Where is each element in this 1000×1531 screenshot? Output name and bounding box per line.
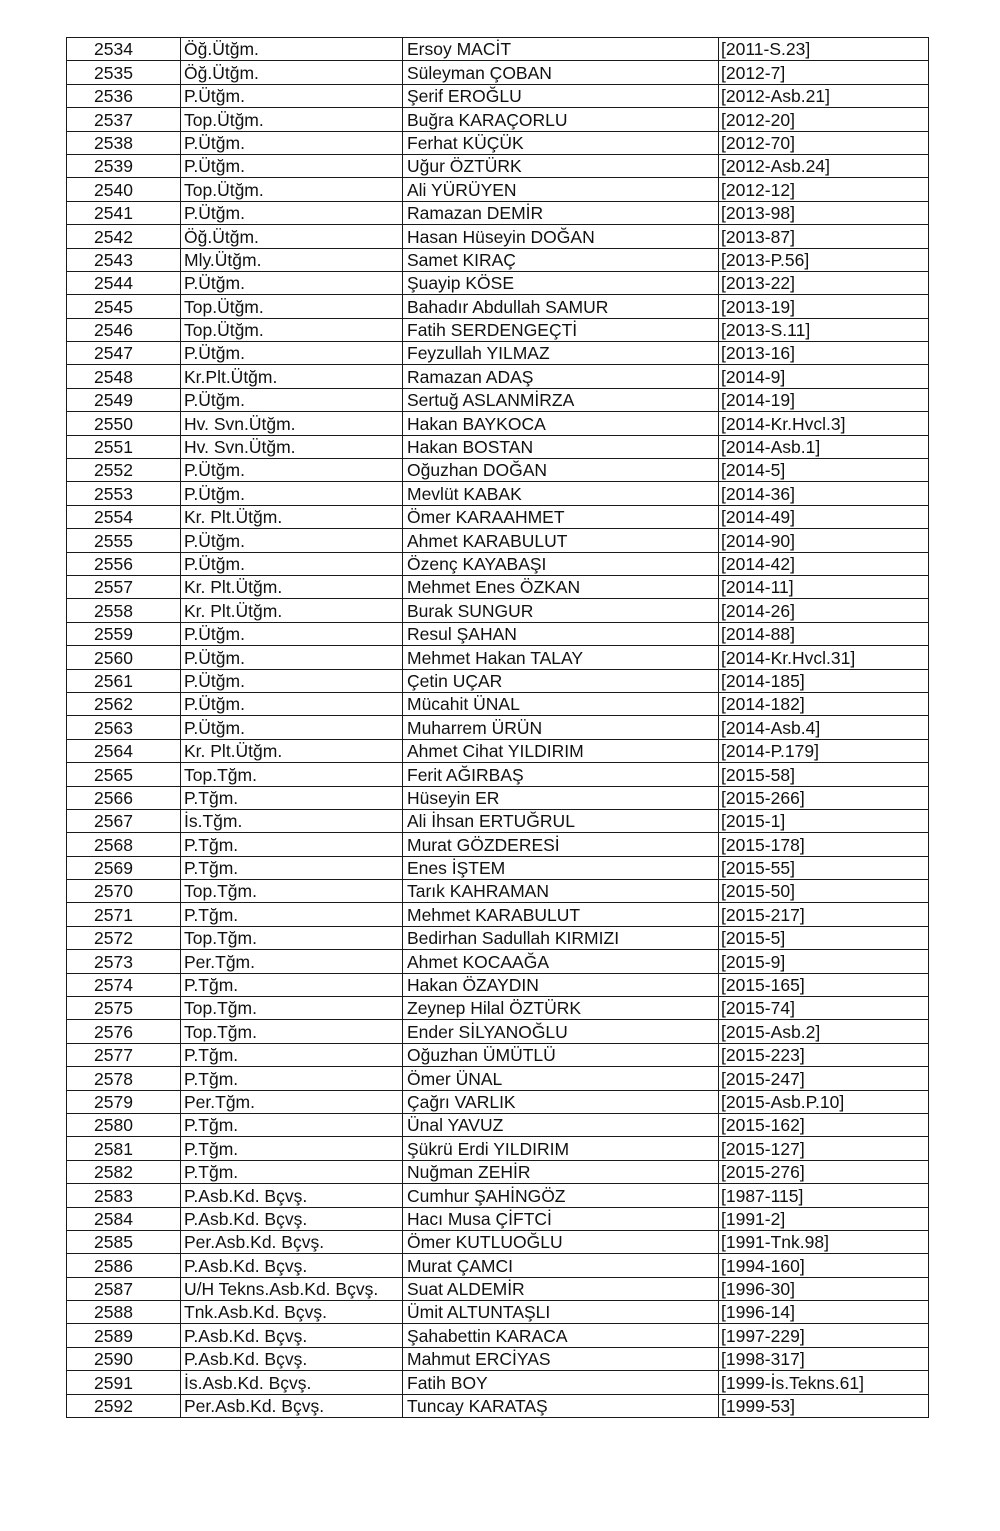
table-row <box>67 786 929 809</box>
name-cell: Ümit ALTUNTAŞLI <box>403 1301 719 1324</box>
reference-cell: [2012-Asb.24] <box>719 154 929 177</box>
rank-cell: P.Tğm. <box>181 1043 403 1066</box>
row-number: 2585 <box>67 1230 181 1253</box>
reference-cell: [2012-70] <box>719 131 929 154</box>
reference-cell: [2015-223] <box>719 1043 929 1066</box>
rank-cell: Top.Tğm. <box>181 1020 403 1043</box>
name-cell: Ersoy MACİT <box>403 38 719 61</box>
table-row <box>67 318 929 341</box>
reference-cell: [1996-14] <box>719 1301 929 1324</box>
table-row <box>67 646 929 669</box>
rank-cell: Per.Tğm. <box>181 1090 403 1113</box>
reference-cell: [2014-Asb.4] <box>719 716 929 739</box>
reference-cell: [2014-42] <box>719 552 929 575</box>
row-number: 2553 <box>67 482 181 505</box>
rank-cell: Kr.Plt.Ütğm. <box>181 365 403 388</box>
name-cell: Murat ÇAMCI <box>403 1254 719 1277</box>
rank-cell: Per.Tğm. <box>181 950 403 973</box>
table-row <box>67 1137 929 1160</box>
row-number: 2591 <box>67 1371 181 1394</box>
name-cell: Ali YÜRÜYEN <box>403 178 719 201</box>
rank-cell: P.Tğm. <box>181 786 403 809</box>
table-row <box>67 903 929 926</box>
name-cell: Hakan ÖZAYDIN <box>403 973 719 996</box>
name-cell: Mücahit ÜNAL <box>403 692 719 715</box>
reference-cell: [2012-20] <box>719 108 929 131</box>
rank-cell: Top.Ütğm. <box>181 108 403 131</box>
rank-cell: P.Ütğm. <box>181 669 403 692</box>
table-row <box>67 692 929 715</box>
name-cell: Bahadır Abdullah SAMUR <box>403 295 719 318</box>
reference-cell: [2013-P.56] <box>719 248 929 271</box>
row-number: 2541 <box>67 201 181 224</box>
table-row <box>67 973 929 996</box>
rank-cell: Kr. Plt.Ütğm. <box>181 505 403 528</box>
reference-cell: [2015-Asb.P.10] <box>719 1090 929 1113</box>
rank-cell: P.Ütğm. <box>181 716 403 739</box>
name-cell: Hakan BOSTAN <box>403 435 719 458</box>
table-row <box>67 1254 929 1277</box>
rank-cell: Top.Tğm. <box>181 763 403 786</box>
reference-cell: [2015-165] <box>719 973 929 996</box>
reference-cell: [2013-19] <box>719 295 929 318</box>
reference-cell: [2015-162] <box>719 1113 929 1136</box>
rank-cell: P.Ütğm. <box>181 84 403 107</box>
name-cell: Hacı Musa ÇİFTCİ <box>403 1207 719 1230</box>
name-cell: Uğur ÖZTÜRK <box>403 154 719 177</box>
row-number: 2548 <box>67 365 181 388</box>
rank-cell: Öğ.Ütğm. <box>181 61 403 84</box>
row-number: 2572 <box>67 926 181 949</box>
name-cell: Nuğman ZEHİR <box>403 1160 719 1183</box>
row-number: 2577 <box>67 1043 181 1066</box>
row-number: 2547 <box>67 342 181 365</box>
name-cell: Muharrem ÜRÜN <box>403 716 719 739</box>
table-row <box>67 178 929 201</box>
row-number: 2544 <box>67 271 181 294</box>
reference-cell: [2015-217] <box>719 903 929 926</box>
row-number: 2564 <box>67 739 181 762</box>
reference-cell: [2014-Asb.1] <box>719 435 929 458</box>
name-cell: Ferit AĞIRBAŞ <box>403 763 719 786</box>
name-cell: Tarık KAHRAMAN <box>403 880 719 903</box>
name-cell: Ahmet KOCAAĞA <box>403 950 719 973</box>
row-number: 2550 <box>67 412 181 435</box>
row-number: 2557 <box>67 575 181 598</box>
row-number: 2540 <box>67 178 181 201</box>
rank-cell: P.Ütğm. <box>181 622 403 645</box>
reference-cell: [2014-Kr.Hvcl.3] <box>719 412 929 435</box>
row-number: 2575 <box>67 997 181 1020</box>
reference-cell: [2014-26] <box>719 599 929 622</box>
table-row <box>67 1184 929 1207</box>
table-row <box>67 1090 929 1113</box>
row-number: 2587 <box>67 1277 181 1300</box>
row-number: 2567 <box>67 809 181 832</box>
rank-cell: P.Ütğm. <box>181 552 403 575</box>
reference-cell: [2015-58] <box>719 763 929 786</box>
table-row <box>67 61 929 84</box>
name-cell: Fatih BOY <box>403 1371 719 1394</box>
personnel-table <box>66 37 929 1418</box>
name-cell: Hakan BAYKOCA <box>403 412 719 435</box>
row-number: 2566 <box>67 786 181 809</box>
reference-cell: [1994-160] <box>719 1254 929 1277</box>
table-row <box>67 1207 929 1230</box>
table-row <box>67 84 929 107</box>
name-cell: Suat ALDEMİR <box>403 1277 719 1300</box>
table-row <box>67 342 929 365</box>
row-number: 2555 <box>67 529 181 552</box>
table-row <box>67 997 929 1020</box>
row-number: 2536 <box>67 84 181 107</box>
reference-cell: [2015-55] <box>719 856 929 879</box>
rank-cell: P.Ütğm. <box>181 154 403 177</box>
reference-cell: [2014-49] <box>719 505 929 528</box>
name-cell: Özenç KAYABAŞI <box>403 552 719 575</box>
row-number: 2556 <box>67 552 181 575</box>
table-row <box>67 1043 929 1066</box>
rank-cell: Hv. Svn.Ütğm. <box>181 435 403 458</box>
reference-cell: [1996-30] <box>719 1277 929 1300</box>
row-number: 2551 <box>67 435 181 458</box>
table-row <box>67 248 929 271</box>
reference-cell: [1987-115] <box>719 1184 929 1207</box>
row-number: 2580 <box>67 1113 181 1136</box>
reference-cell: [2015-50] <box>719 880 929 903</box>
table-row <box>67 529 929 552</box>
rank-cell: P.Ütğm. <box>181 459 403 482</box>
row-number: 2565 <box>67 763 181 786</box>
reference-cell: [2014-9] <box>719 365 929 388</box>
table-row <box>67 108 929 131</box>
name-cell: Ramazan ADAŞ <box>403 365 719 388</box>
name-cell: Ramazan DEMİR <box>403 201 719 224</box>
row-number: 2570 <box>67 880 181 903</box>
name-cell: Ahmet KARABULUT <box>403 529 719 552</box>
table-row <box>67 271 929 294</box>
row-number: 2582 <box>67 1160 181 1183</box>
table-row <box>67 131 929 154</box>
name-cell: Bedirhan Sadullah KIRMIZI <box>403 926 719 949</box>
row-number: 2578 <box>67 1067 181 1090</box>
rank-cell: P.Asb.Kd. Bçvş. <box>181 1207 403 1230</box>
reference-cell: [2014-5] <box>719 459 929 482</box>
rank-cell: Per.Asb.Kd. Bçvş. <box>181 1394 403 1417</box>
name-cell: Buğra KARAÇORLU <box>403 108 719 131</box>
reference-cell: [1999-53] <box>719 1394 929 1417</box>
rank-cell: İs.Asb.Kd. Bçvş. <box>181 1371 403 1394</box>
table-row <box>67 1324 929 1347</box>
reference-cell: [2013-22] <box>719 271 929 294</box>
table-row <box>67 154 929 177</box>
reference-cell: [2013-87] <box>719 225 929 248</box>
reference-cell: [2013-S.11] <box>719 318 929 341</box>
name-cell: Ömer KUTLUOĞLU <box>403 1230 719 1253</box>
name-cell: Şuayip KÖSE <box>403 271 719 294</box>
reference-cell: [1991-Tnk.98] <box>719 1230 929 1253</box>
reference-cell: [2014-11] <box>719 575 929 598</box>
row-number: 2581 <box>67 1137 181 1160</box>
table-row <box>67 1347 929 1370</box>
rank-cell: U/H Tekns.Asb.Kd. Bçvş. <box>181 1277 403 1300</box>
rank-cell: P.Tğm. <box>181 833 403 856</box>
reference-cell: [2015-247] <box>719 1067 929 1090</box>
table-row <box>67 926 929 949</box>
table-row <box>67 1230 929 1253</box>
row-number: 2534 <box>67 38 181 61</box>
row-number: 2563 <box>67 716 181 739</box>
table-row <box>67 809 929 832</box>
reference-cell: [1998-317] <box>719 1347 929 1370</box>
table-row <box>67 1113 929 1136</box>
row-number: 2592 <box>67 1394 181 1417</box>
reference-cell: [2014-P.179] <box>719 739 929 762</box>
name-cell: Cumhur ŞAHİNGÖZ <box>403 1184 719 1207</box>
table-row <box>67 575 929 598</box>
name-cell: Şerif EROĞLU <box>403 84 719 107</box>
name-cell: Sertuğ ASLANMİRZA <box>403 388 719 411</box>
row-number: 2543 <box>67 248 181 271</box>
row-number: 2558 <box>67 599 181 622</box>
name-cell: Hasan Hüseyin DOĞAN <box>403 225 719 248</box>
row-number: 2588 <box>67 1301 181 1324</box>
reference-cell: [2013-16] <box>719 342 929 365</box>
rank-cell: Kr. Plt.Ütğm. <box>181 739 403 762</box>
rank-cell: Kr. Plt.Ütğm. <box>181 599 403 622</box>
name-cell: Mehmet KARABULUT <box>403 903 719 926</box>
table-row <box>67 1020 929 1043</box>
row-number: 2586 <box>67 1254 181 1277</box>
table-row <box>67 1301 929 1324</box>
rank-cell: P.Ütğm. <box>181 131 403 154</box>
rank-cell: P.Ütğm. <box>181 529 403 552</box>
rank-cell: Öğ.Ütğm. <box>181 225 403 248</box>
name-cell: Mevlüt KABAK <box>403 482 719 505</box>
name-cell: Ömer ÜNAL <box>403 1067 719 1090</box>
row-number: 2554 <box>67 505 181 528</box>
table-row <box>67 856 929 879</box>
table-row <box>67 412 929 435</box>
rank-cell: P.Tğm. <box>181 903 403 926</box>
name-cell: Çetin UÇAR <box>403 669 719 692</box>
rank-cell: P.Tğm. <box>181 1160 403 1183</box>
rank-cell: P.Ütğm. <box>181 692 403 715</box>
rank-cell: P.Tğm. <box>181 856 403 879</box>
table-row <box>67 950 929 973</box>
reference-cell: [2012-12] <box>719 178 929 201</box>
reference-cell: [2014-90] <box>719 529 929 552</box>
reference-cell: [2013-98] <box>719 201 929 224</box>
name-cell: Ender SİLYANOĞLU <box>403 1020 719 1043</box>
reference-cell: [1991-2] <box>719 1207 929 1230</box>
name-cell: Süleyman ÇOBAN <box>403 61 719 84</box>
name-cell: Şükrü Erdi YILDIRIM <box>403 1137 719 1160</box>
table-row <box>67 225 929 248</box>
table-row <box>67 880 929 903</box>
row-number: 2552 <box>67 459 181 482</box>
name-cell: Ahmet Cihat YILDIRIM <box>403 739 719 762</box>
row-number: 2561 <box>67 669 181 692</box>
rank-cell: P.Asb.Kd. Bçvş. <box>181 1347 403 1370</box>
table-row <box>67 38 929 61</box>
table-row <box>67 1277 929 1300</box>
reference-cell: [2012-Asb.21] <box>719 84 929 107</box>
name-cell: Enes İŞTEM <box>403 856 719 879</box>
reference-cell: [2014-19] <box>719 388 929 411</box>
table-row <box>67 763 929 786</box>
rank-cell: P.Ütğm. <box>181 342 403 365</box>
table-row <box>67 739 929 762</box>
name-cell: Mahmut ERCİYAS <box>403 1347 719 1370</box>
name-cell: Oğuzhan DOĞAN <box>403 459 719 482</box>
table-row <box>67 669 929 692</box>
table-row <box>67 388 929 411</box>
name-cell: Ferhat KÜÇÜK <box>403 131 719 154</box>
rank-cell: P.Ütğm. <box>181 271 403 294</box>
rank-cell: P.Tğm. <box>181 973 403 996</box>
name-cell: Çağrı VARLIK <box>403 1090 719 1113</box>
reference-cell: [2014-Kr.Hvcl.31] <box>719 646 929 669</box>
row-number: 2538 <box>67 131 181 154</box>
table-row <box>67 365 929 388</box>
reference-cell: [2014-185] <box>719 669 929 692</box>
row-number: 2571 <box>67 903 181 926</box>
table-row <box>67 1160 929 1183</box>
row-number: 2560 <box>67 646 181 669</box>
name-cell: Şahabettin KARACA <box>403 1324 719 1347</box>
table-row <box>67 622 929 645</box>
rank-cell: P.Asb.Kd. Bçvş. <box>181 1254 403 1277</box>
table-row <box>67 599 929 622</box>
name-cell: Zeynep Hilal ÖZTÜRK <box>403 997 719 1020</box>
table-row <box>67 295 929 318</box>
row-number: 2573 <box>67 950 181 973</box>
rank-cell: Top.Tğm. <box>181 880 403 903</box>
row-number: 2539 <box>67 154 181 177</box>
rank-cell: Per.Asb.Kd. Bçvş. <box>181 1230 403 1253</box>
table-row <box>67 1371 929 1394</box>
reference-cell: [2015-Asb.2] <box>719 1020 929 1043</box>
reference-cell: [2015-9] <box>719 950 929 973</box>
rank-cell: Top.Ütğm. <box>181 318 403 341</box>
table-row <box>67 716 929 739</box>
reference-cell: [2014-88] <box>719 622 929 645</box>
reference-cell: [2015-266] <box>719 786 929 809</box>
name-cell: Murat GÖZDERESİ <box>403 833 719 856</box>
row-number: 2589 <box>67 1324 181 1347</box>
table-row <box>67 459 929 482</box>
table-row <box>67 482 929 505</box>
rank-cell: P.Ütğm. <box>181 388 403 411</box>
name-cell: Fatih SERDENGEÇTİ <box>403 318 719 341</box>
name-cell: Ömer KARAAHMET <box>403 505 719 528</box>
reference-cell: [2015-276] <box>719 1160 929 1183</box>
rank-cell: Top.Tğm. <box>181 997 403 1020</box>
row-number: 2537 <box>67 108 181 131</box>
reference-cell: [2015-5] <box>719 926 929 949</box>
row-number: 2584 <box>67 1207 181 1230</box>
rank-cell: Kr. Plt.Ütğm. <box>181 575 403 598</box>
name-cell: Mehmet Hakan TALAY <box>403 646 719 669</box>
name-cell: Oğuzhan ÜMÜTLÜ <box>403 1043 719 1066</box>
rank-cell: P.Tğm. <box>181 1113 403 1136</box>
row-number: 2559 <box>67 622 181 645</box>
reference-cell: [1999-İs.Tekns.61] <box>719 1371 929 1394</box>
row-number: 2562 <box>67 692 181 715</box>
row-number: 2546 <box>67 318 181 341</box>
name-cell: Feyzullah YILMAZ <box>403 342 719 365</box>
name-cell: Mehmet Enes ÖZKAN <box>403 575 719 598</box>
rank-cell: P.Asb.Kd. Bçvş. <box>181 1324 403 1347</box>
table-body <box>67 38 929 1418</box>
reference-cell: [2015-127] <box>719 1137 929 1160</box>
reference-cell: [2014-182] <box>719 692 929 715</box>
rank-cell: Tnk.Asb.Kd. Bçvş. <box>181 1301 403 1324</box>
name-cell: Tuncay KARATAŞ <box>403 1394 719 1417</box>
name-cell: Ali İhsan ERTUĞRUL <box>403 809 719 832</box>
table-row <box>67 1067 929 1090</box>
rank-cell: Top.Ütğm. <box>181 295 403 318</box>
table-row <box>67 505 929 528</box>
table-row <box>67 1394 929 1417</box>
row-number: 2583 <box>67 1184 181 1207</box>
name-cell: Resul ŞAHAN <box>403 622 719 645</box>
reference-cell: [1997-229] <box>719 1324 929 1347</box>
table-row <box>67 435 929 458</box>
rank-cell: Top.Ütğm. <box>181 178 403 201</box>
name-cell: Burak SUNGUR <box>403 599 719 622</box>
reference-cell: [2011-S.23] <box>719 38 929 61</box>
table-row <box>67 552 929 575</box>
rank-cell: Mly.Ütğm. <box>181 248 403 271</box>
reference-cell: [2012-7] <box>719 61 929 84</box>
rank-cell: P.Tğm. <box>181 1137 403 1160</box>
row-number: 2568 <box>67 833 181 856</box>
rank-cell: P.Ütğm. <box>181 482 403 505</box>
rank-cell: Top.Tğm. <box>181 926 403 949</box>
name-cell: Ünal YAVUZ <box>403 1113 719 1136</box>
rank-cell: P.Ütğm. <box>181 646 403 669</box>
row-number: 2569 <box>67 856 181 879</box>
row-number: 2549 <box>67 388 181 411</box>
table-row <box>67 833 929 856</box>
table-row <box>67 201 929 224</box>
row-number: 2576 <box>67 1020 181 1043</box>
reference-cell: [2015-74] <box>719 997 929 1020</box>
reference-cell: [2015-178] <box>719 833 929 856</box>
row-number: 2579 <box>67 1090 181 1113</box>
row-number: 2590 <box>67 1347 181 1370</box>
rank-cell: Hv. Svn.Ütğm. <box>181 412 403 435</box>
row-number: 2545 <box>67 295 181 318</box>
rank-cell: P.Tğm. <box>181 1067 403 1090</box>
row-number: 2542 <box>67 225 181 248</box>
rank-cell: Öğ.Ütğm. <box>181 38 403 61</box>
name-cell: Samet KIRAÇ <box>403 248 719 271</box>
reference-cell: [2015-1] <box>719 809 929 832</box>
name-cell: Hüseyin ER <box>403 786 719 809</box>
rank-cell: P.Asb.Kd. Bçvş. <box>181 1184 403 1207</box>
rank-cell: İs.Tğm. <box>181 809 403 832</box>
row-number: 2535 <box>67 61 181 84</box>
row-number: 2574 <box>67 973 181 996</box>
reference-cell: [2014-36] <box>719 482 929 505</box>
rank-cell: P.Ütğm. <box>181 201 403 224</box>
